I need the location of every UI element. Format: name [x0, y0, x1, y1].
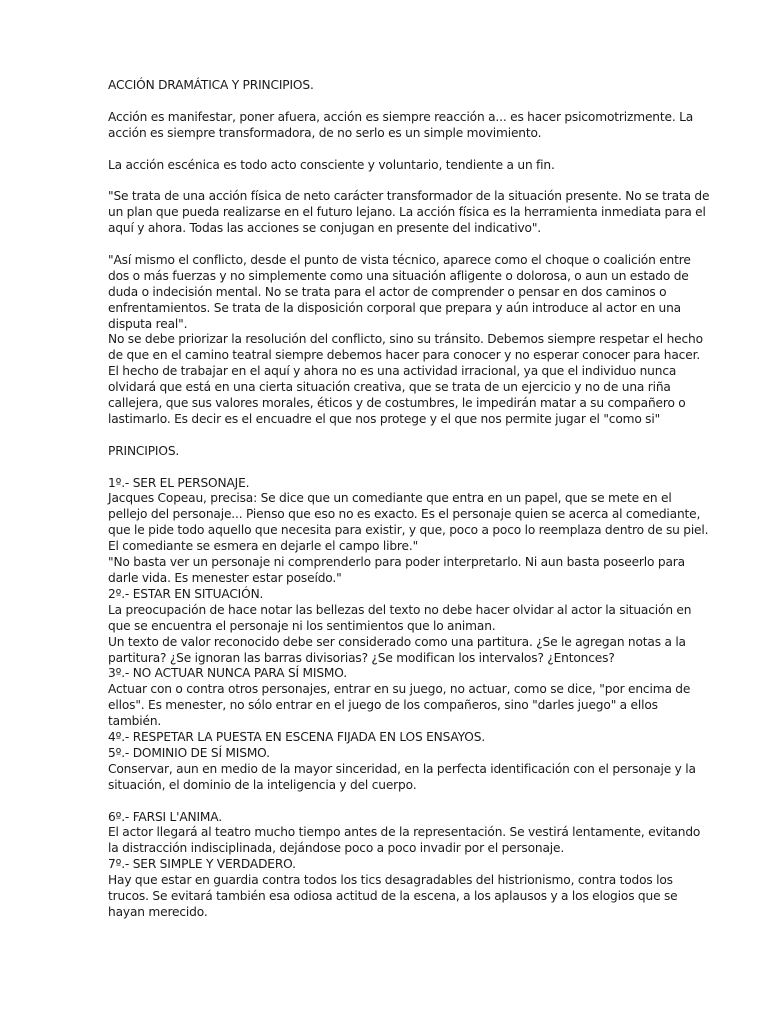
text-line: acción es siempre transformadora, de no serlo es un simple movimiento. [108, 125, 542, 140]
intro-paragraph-1 [108, 109, 694, 142]
text-line: también. [108, 714, 162, 729]
intro-paragraph-4 [108, 252, 703, 428]
principle-5-heading: 5º.- DOMINIO DE SÍ MISMO. [108, 745, 270, 760]
text-line: un plan que pueda realizarse en el futuro lejano. La acción física es la herramienta inmediata para el [108, 205, 706, 220]
text-line: disputa real". [108, 316, 188, 331]
text-line: callejera, que sus valores morales, éticos y de costumbres, le impedirán matar a su compañero o [108, 396, 686, 411]
principle-1-heading: 1º.- SER EL PERSONAJE. [108, 475, 250, 490]
text-line: La preocupación de hace notar las bellezas del texto no debe hacer olvidar al actor la situación en [108, 602, 692, 617]
text-line: lastimarlo. Es decir es el encuadre el que nos protege y el que nos permite jugar el "como si" [108, 411, 661, 426]
text-line: El hecho de trabajar en el aquí y ahora no es una actividad irracional, ya que el individuo nunca [108, 364, 677, 379]
text-line: Conservar, aun en medio de la mayor sinceridad, en la perfecta identificación con el personaje y la [108, 761, 696, 776]
document-page [108, 78, 710, 921]
text-line: El comediante se esmera en dejarle el campo libre." [108, 539, 419, 554]
principles-block-2 [108, 809, 701, 921]
text-line: No se debe priorizar la resolución del conflicto, sino su tránsito. Debemos siempre respetar el hecho [108, 332, 703, 347]
principle-7-heading: 7º.- SER SIMPLE Y VERDADERO. [108, 857, 296, 872]
text-line: darle vida. Es menester estar poseído." [108, 571, 342, 585]
text-line: dos o más fuerzas y no simplemente como una situación afligente o dolorosa, o aun un estado de [108, 268, 689, 283]
text-line: situación, el dominio de la inteligencia y del cuerpo. [108, 777, 417, 792]
title-line: ACCIÓN DRAMÁTICA Y PRINCIPIOS. [108, 78, 314, 92]
text-line: hayan merecido. [108, 905, 208, 920]
text-line: La acción escénica es todo acto consciente y voluntario, tendiente a un fin. [108, 157, 555, 172]
principles-heading [108, 444, 668, 460]
principles-block-1 [108, 475, 709, 794]
intro-paragraph-2 [108, 158, 668, 174]
text-line: "No basta ver un personaje ni comprenderlo para poder interpretarlo. Ni aun basta poseerlo para [108, 555, 685, 570]
text-line: Jacques Copeau, precisa: Se dice que un comediante que entra en un papel, que se mete en el [108, 491, 672, 506]
text-line: trucos. Se evitará también esa odiosa actitud de la escena, a los aplausos y a los elogios que se [108, 889, 678, 904]
text-line: "Se trata de una acción física de neto carácter transformador de la situación presente. No se trata de [108, 189, 710, 204]
principle-2-heading: 2º.- ESTAR EN SITUACIÓN. [108, 586, 264, 601]
text-line: El actor llegará al teatro mucho tiempo antes de la representación. Se vestirá lentamente, evitando [108, 825, 701, 840]
text-line: Hay que estar en guardia contra todos los tics desagradables del histrionismo, contra todos los [108, 873, 673, 888]
text-line: Un texto de valor reconocido debe ser considerado como una partitura. ¿Se le agregan notas a la [108, 634, 686, 649]
text-line: duda o indecisión mental. No se trata para el actor de comprender o pensar en dos caminos o [108, 284, 667, 299]
text-line: enfrentamientos. Se trata de la disposición corporal que prepara y aún introduce al actor en una [108, 300, 682, 315]
text-line: pellejo del personaje... Pienso que eso no es exacto. Es el personaje quien se acerca al comediante, [108, 507, 701, 522]
text-line: de que en el camino teatral siempre debemos hacer para conocer y no esperar conocer para hacer. [108, 348, 701, 363]
principle-4-heading: 4º.- RESPETAR LA PUESTA EN ESCENA FIJADA EN LOS ENSAYOS. [108, 730, 486, 745]
text-line: aquí y ahora. Todas las acciones se conjugan en presente del indicativo". [108, 221, 542, 236]
heading-line: PRINCIPIOS. [108, 443, 180, 458]
text-line: la distracción indisciplinada, dejándose poco a poco invadir por el personaje. [108, 841, 565, 856]
text-line: "Así mismo el conflicto, desde el punto de vista técnico, aparece como el choque o coalición entre [108, 252, 691, 267]
text-line: ellos". Es menester, no sólo entrar en el juego de los compañeros, sino "darles juego" a ellos [108, 698, 658, 713]
text-line: partitura? ¿Se ignoran las barras divisorias? ¿Se modifican los intervalos? ¿Entonces? [108, 650, 615, 665]
text-line: Acción es manifestar, poner afuera, acción es siempre reacción a... es hacer psicomotrizmente. La [108, 109, 694, 124]
principle-6-heading: 6º.- FARSI L'ANIMA. [108, 809, 222, 824]
principle-3-heading: 3º.- NO ACTUAR NUNCA PARA SÍ MISMO. [108, 666, 347, 681]
text-line: que se encuentra el personaje ni los sentimientos que lo animan. [108, 618, 496, 633]
text-line: olvidará que está en una cierta situación creativa, que se trata de un ejercicio y no de una riña [108, 380, 671, 395]
intro-paragraph-3 [108, 189, 710, 237]
text-line: que le pide todo aquello que necesita para existir, y que, poco a poco lo reemplaza dentro de su piel. [108, 523, 709, 538]
text-line: Actuar con o contra otros personajes, entrar en su juego, no actuar, como se dice, "por encima de [108, 682, 691, 697]
document-title [108, 78, 668, 94]
